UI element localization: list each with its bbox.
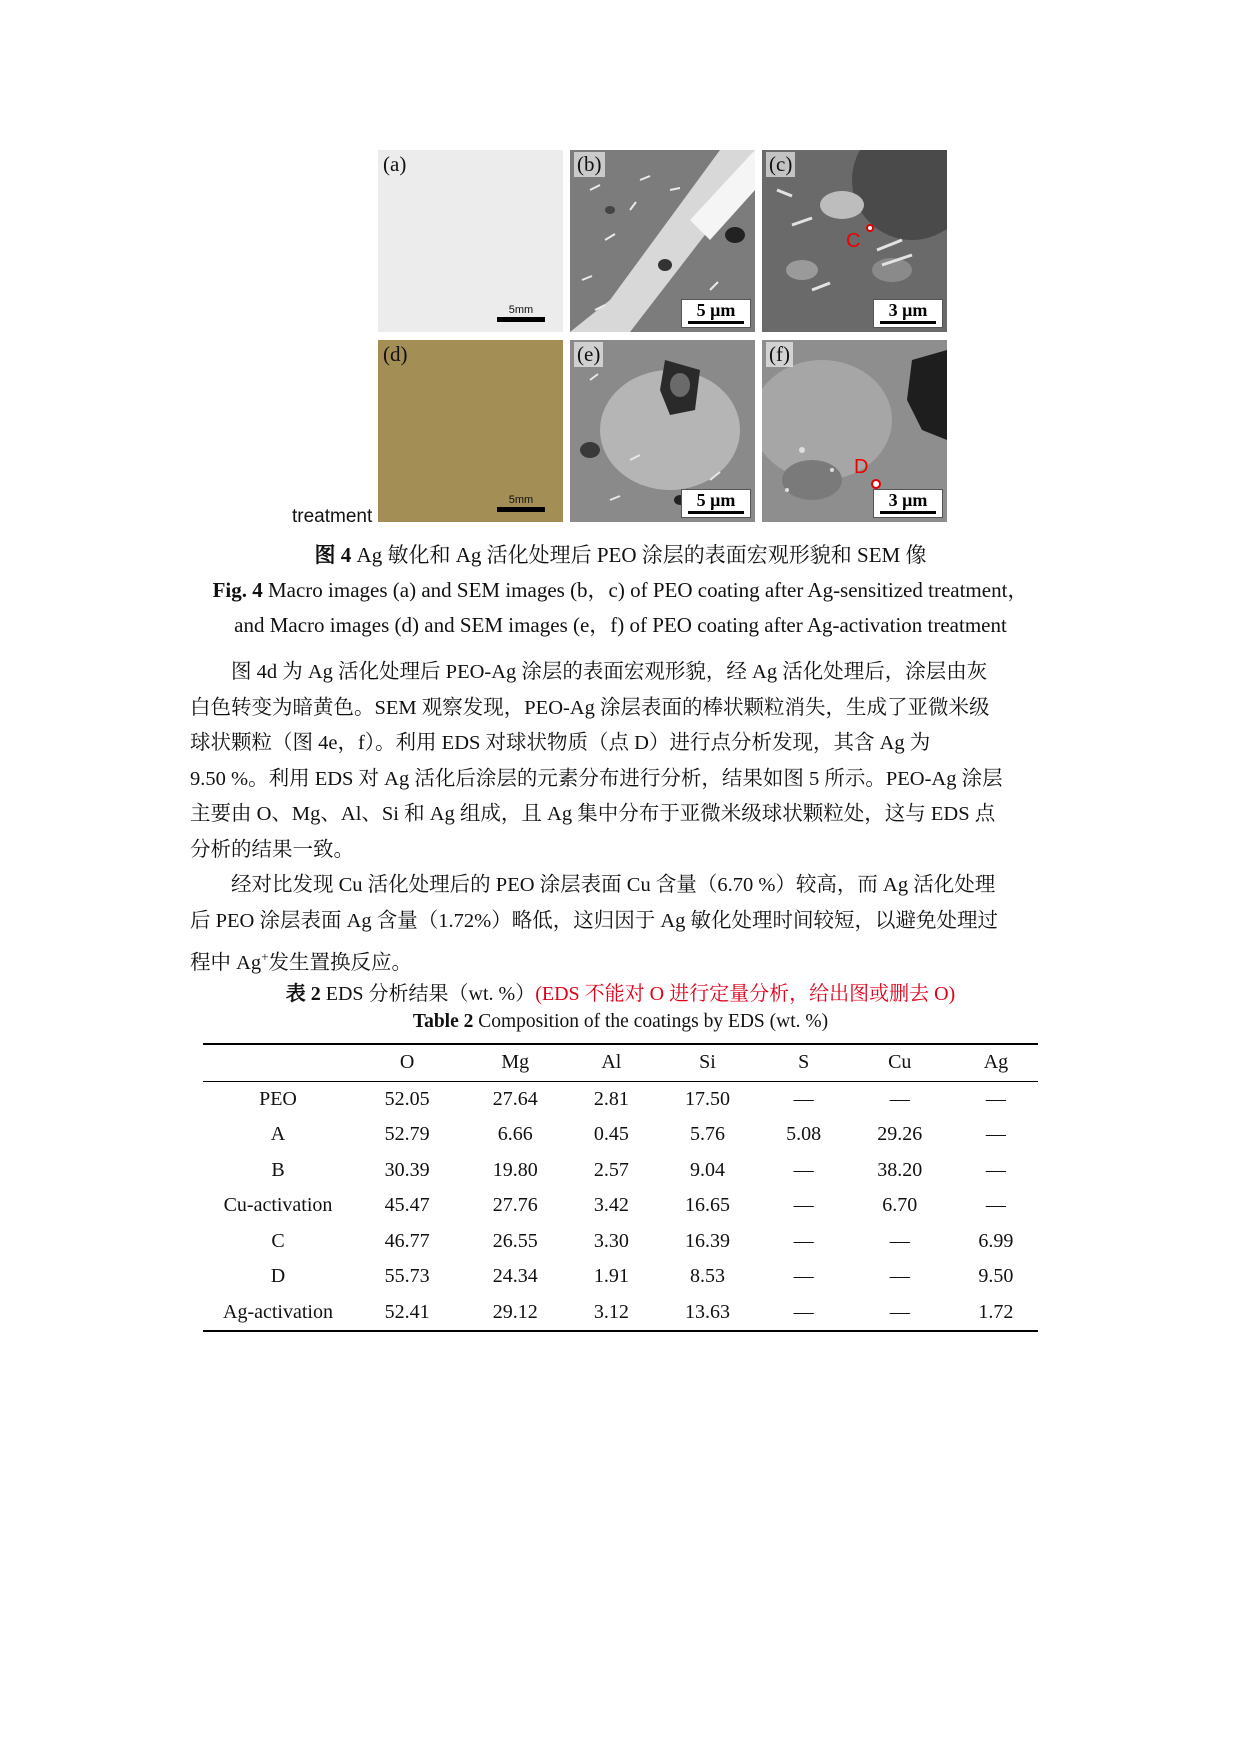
table-header-cell: Cu — [888, 1051, 912, 1074]
table-cell: 0.45 — [593, 1123, 629, 1146]
panel-c-scale-text: 3 μm — [888, 300, 928, 320]
panel-f-sem-image — [762, 340, 947, 522]
table-header-cell: O — [399, 1051, 415, 1074]
panel-f-scale-text: 3 μm — [888, 490, 928, 510]
table-cell: 13.63 — [685, 1300, 730, 1323]
table-cell: — — [889, 1265, 910, 1288]
panel-d-label: (d) — [383, 342, 408, 366]
eds-composition-table — [203, 1043, 1038, 1332]
table-cell: Ag-activation — [223, 1300, 333, 1323]
figure-caption-en-num: Fig. 4 — [212, 578, 263, 602]
table-cell: — — [985, 1087, 1006, 1110]
table-cell: Cu-activation — [223, 1194, 333, 1217]
table-row — [203, 1295, 1038, 1332]
table-cell: — — [793, 1265, 814, 1288]
table-cell: 52.79 — [384, 1123, 430, 1146]
table-cell: 27.76 — [492, 1194, 538, 1217]
panel-d-scale-text: 5mm — [508, 494, 534, 506]
table-cell: 27.64 — [492, 1087, 538, 1110]
panel-e-label: (e) — [574, 342, 603, 367]
panel-e-scale-text: 5 μm — [696, 490, 736, 510]
table-caption-en-text: Composition of the coatings by EDS (wt. %) — [478, 1011, 829, 1032]
table-cell: 1.91 — [593, 1265, 629, 1288]
table-caption-cn — [0, 977, 1241, 1006]
p1-line: 图 4d 为 Ag 活化处理后 PEO-Ag 涂层的表面宏观形貌，经 Ag 活化处理后，涂层由灰 — [231, 661, 988, 683]
table-cell: 26.55 — [492, 1229, 538, 1252]
table-cell: 17.50 — [685, 1087, 730, 1110]
table-cell: 5.08 — [786, 1123, 822, 1146]
table-cell: — — [985, 1194, 1006, 1217]
panel-f-scale-bar — [873, 489, 943, 518]
table-cell: 8.53 — [690, 1265, 725, 1288]
table-cell: 52.41 — [384, 1300, 430, 1323]
table-cell: 38.20 — [877, 1158, 923, 1181]
panel-f-label: (f) — [766, 342, 793, 367]
table-cell: B — [271, 1158, 285, 1181]
panel-b-scale-bar — [681, 299, 751, 328]
table-cell: 2.57 — [593, 1158, 629, 1181]
table-cell: 5.76 — [690, 1123, 725, 1146]
table-header-cell: Al — [601, 1051, 622, 1074]
table-row — [203, 1117, 1038, 1153]
point-c-marker: C — [846, 230, 861, 252]
table-row — [203, 1259, 1038, 1295]
table-header-cell: Mg — [501, 1051, 530, 1074]
panel-b-label: (b) — [574, 152, 605, 177]
superscript-plus: + — [261, 949, 269, 964]
table-cell: 16.39 — [685, 1229, 730, 1252]
table-cell: 19.80 — [492, 1158, 538, 1181]
table-cell: 30.39 — [384, 1158, 430, 1181]
figure-caption-cn-text: Ag 敏化和 Ag 活化处理后 PEO 涂层的表面宏观形貌和 SEM 像 — [356, 543, 927, 567]
table-cell: D — [270, 1265, 286, 1288]
figure-caption-en-line2: and Macro images (d) and SEM images (e，f) of PEO coating after Ag-activation treatment — [234, 613, 1007, 637]
table-row — [203, 1153, 1038, 1189]
table-row — [203, 1188, 1038, 1224]
table-cell: — — [985, 1158, 1006, 1181]
table-cell: — — [793, 1229, 814, 1252]
p1-line: 白色转变为暗黄色。SEM 观察发现，PEO-Ag 涂层表面的棒状颗粒消失，生成了亚微米级 — [190, 696, 990, 719]
table-cell: 52.05 — [384, 1087, 430, 1110]
p1-line: 球状颗粒（图 4e，f）。利用 EDS 对球状物质（点 D）进行点分析发现，其含 Ag 为 — [190, 732, 931, 754]
p1-line: 主要由 O、Mg、Al、Si 和 Ag 组成，且 Ag 集中分布于亚微米级球状颗粒处，这与 EDS 点 — [190, 803, 996, 825]
figure-caption-en-text1: Macro images (a) and SEM images (b，c) of PEO coating after Ag-sensitized treatment， — [267, 578, 1029, 602]
table-cell: — — [793, 1300, 814, 1323]
paragraph-2 — [190, 868, 1056, 981]
p2-line: 后 PEO 涂层表面 Ag 含量（1.72%）略低，这归因于 Ag 敏化处理时间较短，以避免处理过 — [190, 909, 999, 932]
p2-line: 经对比发现 Cu 活化处理后的 PEO 涂层表面 Cu 含量（6.70 %）较高，而 Ag 活化处理 — [231, 874, 996, 896]
table-cell: A — [270, 1123, 286, 1146]
table-cell: 3.30 — [593, 1229, 629, 1252]
table-header-cell: Ag — [983, 1051, 1009, 1074]
table-cell: — — [793, 1087, 814, 1110]
panel-d-scale-bar — [497, 494, 545, 512]
table-row — [203, 1224, 1038, 1260]
table-cell: 3.42 — [593, 1194, 629, 1217]
table-cell: — — [793, 1194, 814, 1217]
panel-a-scale-bar — [497, 304, 545, 322]
table-caption-en-num: Table 2 — [412, 1011, 474, 1032]
table-cell: — — [889, 1087, 910, 1110]
panel-c-label: (c) — [766, 152, 795, 177]
panel-c-sem-image — [762, 150, 947, 332]
table-header-cell: Si — [699, 1051, 716, 1074]
table-cell: 16.65 — [685, 1194, 730, 1217]
table-cell: 45.47 — [384, 1194, 430, 1217]
panel-e-scale-bar — [681, 489, 751, 518]
table-caption-en — [0, 1011, 1241, 1033]
table-cell: 29.26 — [877, 1123, 923, 1146]
table-row — [203, 1081, 1038, 1117]
table-cell: 3.12 — [593, 1300, 629, 1323]
table-cell: — — [793, 1158, 814, 1181]
panel-c-scale-bar — [873, 299, 943, 328]
table-cell: 1.72 — [978, 1300, 1014, 1323]
table-header-cell — [203, 1044, 353, 1081]
table-cell: 2.81 — [593, 1087, 629, 1110]
figure-4-grid — [378, 150, 948, 525]
panel-d-macro-image — [378, 340, 563, 522]
panel-b-sem-image — [570, 150, 755, 332]
table-cell: 9.50 — [978, 1265, 1014, 1288]
table-header-cell: S — [798, 1051, 810, 1074]
table-cell: 24.34 — [492, 1265, 538, 1288]
panel-a-label: (a) — [383, 152, 407, 176]
table-cell: 6.70 — [882, 1194, 918, 1217]
table-caption-cn-text: EDS 分析结果（wt. %） — [325, 983, 536, 1005]
table-caption-cn-num: 表 2 — [285, 983, 321, 1005]
panel-e-sem-image — [570, 340, 755, 522]
panel-a-scale-text: 5mm — [508, 304, 534, 316]
p1-line: 9.50 %。利用 EDS 对 Ag 活化后涂层的元素分布进行分析，结果如图 5 所示。PEO-Ag 涂层 — [190, 767, 1003, 790]
table-cell: PEO — [259, 1087, 297, 1110]
table-cell: C — [271, 1229, 285, 1252]
point-d-marker: D — [854, 456, 869, 478]
table-cell: — — [889, 1300, 910, 1323]
figure-caption-en-line1 — [0, 574, 1241, 604]
p2-line-last: 程中 Ag+发生置换反应。 — [190, 949, 413, 974]
p1-line: 分析的结果一致。 — [190, 838, 354, 861]
table-cell: 29.12 — [492, 1300, 538, 1323]
table-cell: 9.04 — [690, 1158, 725, 1181]
panel-b-scale-text: 5 μm — [696, 300, 736, 320]
paragraph-1 — [190, 655, 1056, 868]
table-cell: 6.66 — [497, 1123, 533, 1146]
figure-caption-cn — [0, 539, 1241, 569]
table-caption-editor-note: (EDS 不能对 O 进行定量分析，给出图或删去 O) — [535, 983, 956, 1005]
table-cell: 6.99 — [978, 1229, 1014, 1252]
figure-caption-cn-num: 图 4 — [314, 543, 352, 567]
table-cell: — — [889, 1229, 910, 1252]
stray-treatment-text: treatment — [292, 506, 373, 527]
table-cell: 46.77 — [384, 1229, 430, 1252]
panel-a-macro-image — [378, 150, 563, 332]
table-header-row — [203, 1044, 1038, 1081]
table-cell: — — [985, 1123, 1006, 1146]
table-cell: 55.73 — [384, 1265, 430, 1288]
